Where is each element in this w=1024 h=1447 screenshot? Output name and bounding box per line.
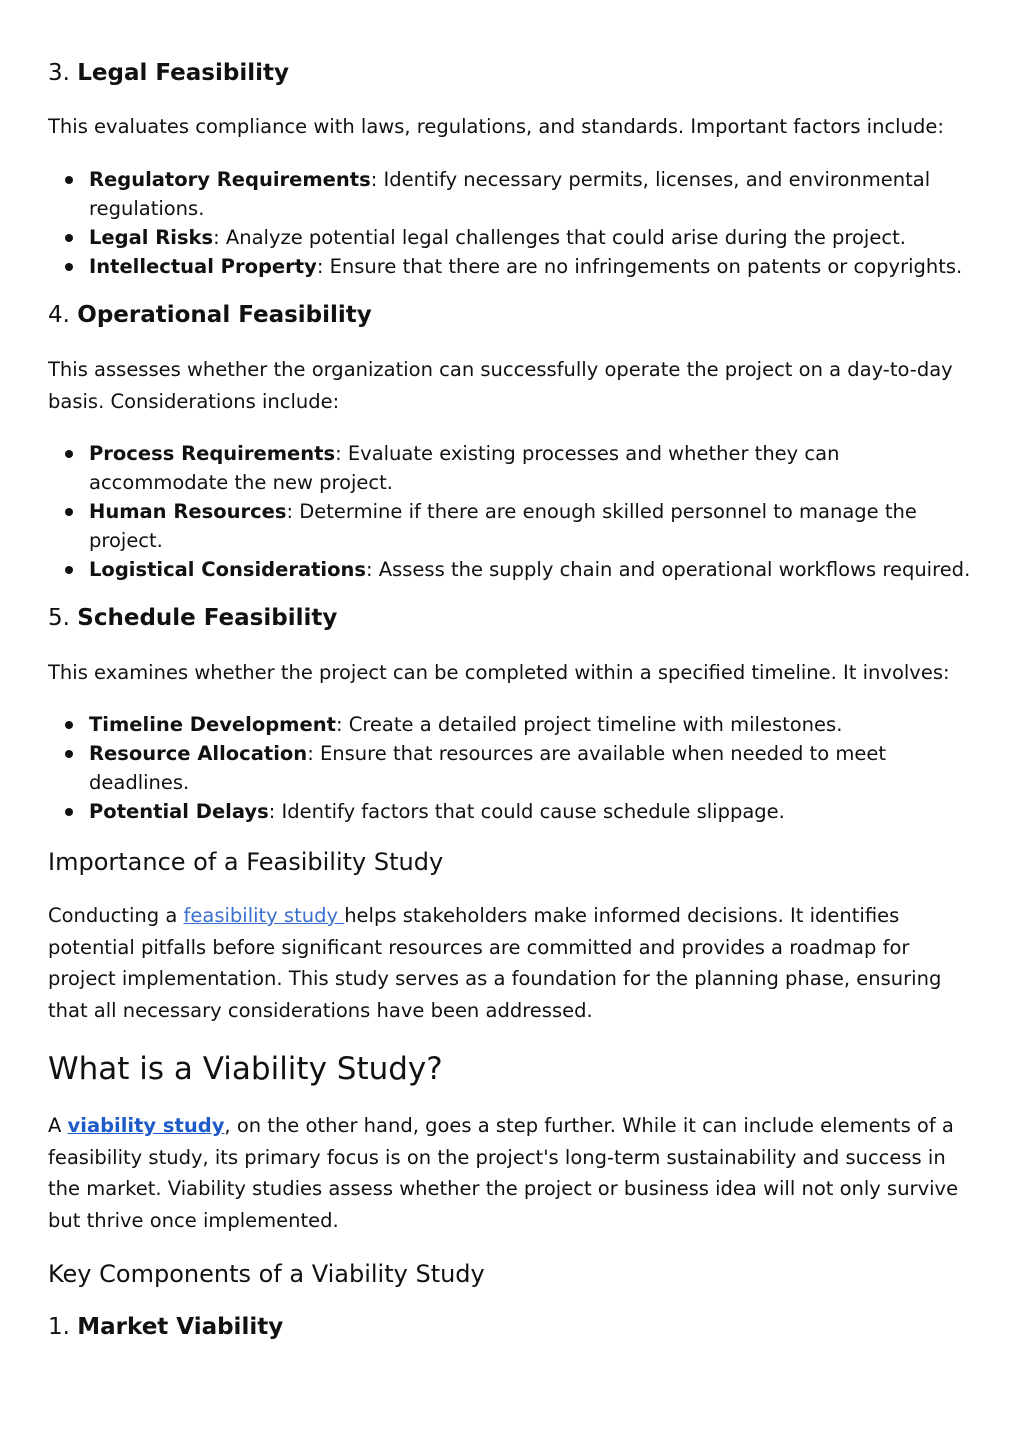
schedule-title: Schedule Feasibility [77,605,338,631]
legal-intro: This evaluates compliance with laws, regulations, and standards. Important factors include: [48,115,944,138]
list-item-term: Human Resources [89,500,287,523]
importance-heading: Importance of a Feasibility Study [48,848,444,876]
operational-feasibility-heading [48,300,976,330]
schedule-number: 5. [48,605,70,631]
list-item-term: Resource Allocation [89,742,308,765]
list-item-term: Timeline Development [89,713,336,736]
list-item [89,252,976,281]
list-item-term: Potential Delays [89,800,269,823]
list-item-text: : Assess the supply chain and operational workflows required. [366,558,971,581]
list-item-term: Regulatory Requirements [89,168,371,191]
schedule-intro: This examines whether the project can be completed within a specified timeline. It involves: [48,661,950,684]
viability-paragraph [48,1110,976,1236]
market-viability-heading [48,1312,976,1342]
legal-list [48,165,976,281]
list-item [89,497,976,555]
importance-text-before: Conducting a [48,904,184,927]
schedule-feasibility-heading [48,603,976,633]
list-item-text: : Identify factors that could cause schedule slippage. [268,800,785,823]
list-item-text: : Create a detailed project timeline with milestones. [335,713,843,736]
list-item [89,223,976,252]
schedule-list [48,710,976,826]
operational-number: 4. [48,302,70,328]
viability-text-before: A [48,1114,68,1137]
viability-study-link[interactable]: viability study [67,1114,225,1137]
operational-list [48,439,976,584]
list-item [89,710,976,739]
list-item-text: : Ensure that resources are available when needed to meet deadlines. [89,742,886,794]
legal-title: Legal Feasibility [77,60,289,86]
viability-text-after: , on the other hand, goes a step further. While it can include elements of a feasibility study, its primary focus is on the project's long-term sustainability and success in the market. Viability studies assess whether the project or business idea will not only survive but thrive once implemented. [48,1114,959,1232]
list-item-text: : Determine if there are enough skilled personnel to manage the project. [89,500,917,552]
viability-heading: What is a Viability Study? [48,1051,443,1087]
market-title: Market Viability [77,1314,284,1340]
list-item-text: : Evaluate existing processes and whether they can accommodate the new project. [89,442,840,494]
legal-number: 3. [48,60,70,86]
market-number: 1. [48,1314,70,1340]
legal-feasibility-heading [48,58,976,88]
importance-text-after: helps stakeholders make informed decisions. It identifies potential pitfalls before significant resources are committed and provides a roadmap for project implementation. This study serves as a foundation for the planning phase, ensuring that all necessary considerations have been addressed. [48,904,942,1022]
list-item-text: : Identify necessary permits, licenses, and environmental regulations. [89,168,931,220]
importance-paragraph [48,900,976,1026]
list-item-text: : Ensure that there are no infringements on patents or copyrights. [316,255,963,278]
list-item [89,797,976,826]
list-item-term: Logistical Considerations [89,558,366,581]
list-item [89,439,976,497]
list-item [89,165,976,223]
list-item-text: : Analyze potential legal challenges that could arise during the project. [213,226,906,249]
feasibility-study-link[interactable]: feasibility study [183,904,345,927]
list-item [89,739,976,797]
list-item-term: Process Requirements [89,442,336,465]
operational-title: Operational Feasibility [77,302,372,328]
list-item-term: Legal Risks [89,226,214,249]
components-heading: Key Components of a Viability Study [48,1260,485,1288]
operational-intro: This assesses whether the organization can successfully operate the project on a day-to-day basis. Considerations include: [48,358,953,413]
list-item [89,555,976,584]
list-item-term: Intellectual Property [89,255,317,278]
